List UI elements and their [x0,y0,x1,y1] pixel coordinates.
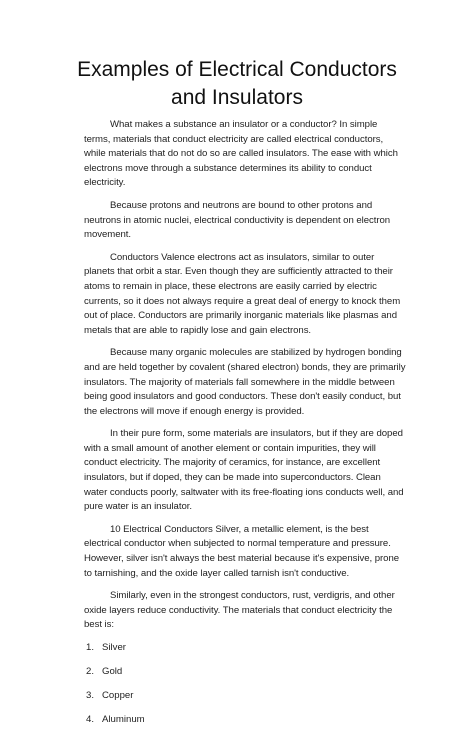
list-item-text: Gold [102,666,123,678]
list-item [84,641,406,656]
document-body [84,118,406,737]
list-item-text: Silver [102,642,126,653]
list-item [84,713,406,728]
paragraph: What makes a substance an insulator or a conductor? In simple terms, materials that conduct electricity are called electrical conductors, while materials that do not do so are called insulators. The ease with which electrons move through a substance determines its ability to conduct electricity. [84,119,398,189]
list-item [84,665,406,680]
list-item-text: Aluminum [102,714,145,726]
paragraph: In their pure form, some materials are insulators, but if they are doped with a small amount of another element or contain impurities, they will conduct electricity. The majority of ceramics, for instance, are excellent insulators, but if doped, they can be made into superconductors. Clean water conducts poorly, saltwater with its free-floating ions conducts well, and pure water is an insulator. [84,428,404,513]
list-item-number: 3. [86,690,95,702]
paragraph: Conductors Valence electrons act as insulators, similar to outer planets that orbit a star. Even though they are sufficiently attracted to their atoms to remain in place, these electrons are easily carried by electric currents, so it does not always require a great deal of energy to knock them out of place. Conductors are primarily inorganic materials like plasmas and metals that are able to rapidly lose and gain electrons. [84,251,401,336]
paragraph: Because many organic molecules are stabilized by hydrogen bonding and are held together by covalent (shared electron) bonds, they are primarily insulators. The majority of materials fall somewhere in the middle between being good insulators and good conductors. These don't easily conduct, but the electrons will move if enough energy is provided. [84,347,406,417]
list-item-number: 1. [86,642,95,653]
paragraph: Because protons and neutrons are bound to other protons and neutrons in atomic nuclei, electrical conductivity is dependent on electron movement. [84,199,391,241]
list-item-number: 4. [86,714,95,726]
conductor-list [84,641,406,728]
list-item-text: Copper [102,690,134,702]
list-item [84,689,406,704]
document-title: Examples of Electrical Conductors and Insulators [77,58,397,109]
paragraph: 10 Electrical Conductors Silver, a metallic element, is the best electrical conductor when subjected to normal temperature and pressure. However, silver isn't always the best material because it's expensive, prone to tarnishing, and the oxide layer called tarnish isn't conductive. [84,523,400,579]
paragraph: Similarly, even in the strongest conductors, rust, verdigris, and other oxide layers reduce conductivity. The materials that conduct electricity the best is: [84,590,395,631]
list-item-number: 2. [86,666,95,678]
